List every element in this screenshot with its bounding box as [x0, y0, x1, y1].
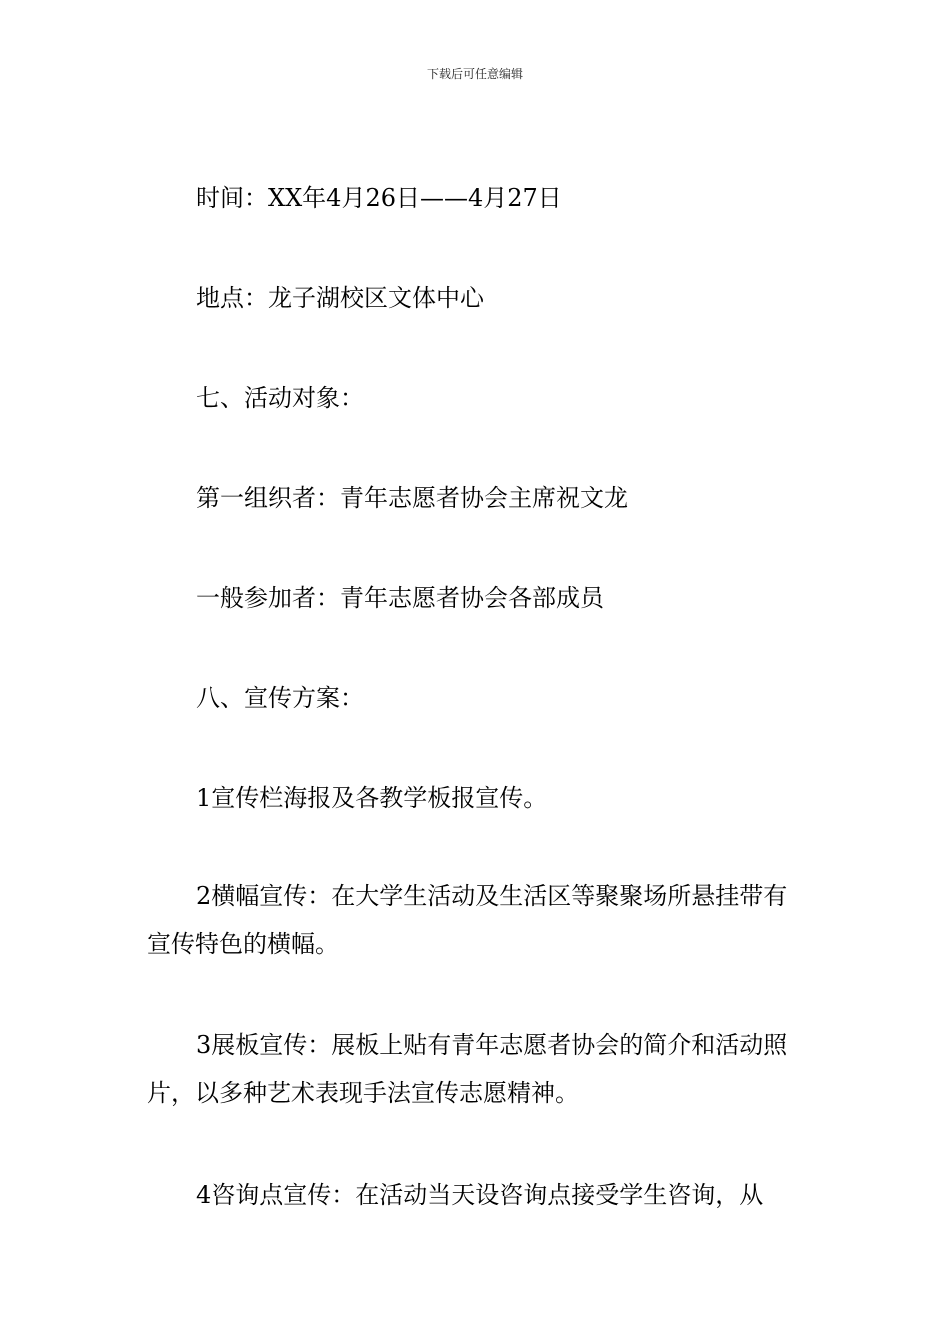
paragraph-publicity-item-3: 3展板宣传：展板上贴有青年志愿者协会的简介和活动照片，以多种艺术表现手法宣传志愿精神。: [147, 1031, 788, 1107]
paragraph-publicity-item-4: 4咨询点宣传：在活动当天设咨询点接受学生咨询，从: [196, 1181, 764, 1209]
paragraph-first-organizer: 第一组织者：青年志愿者协会主席祝文龙: [196, 484, 628, 512]
paragraph-time: 时间：XX年4月26日——4月27日: [196, 184, 562, 212]
paragraph-publicity-item-2: 2横幅宣传：在大学生活动及生活区等聚聚场所悬挂带有宣传特色的横幅。: [147, 882, 788, 958]
paragraph-location: 地点：龙子湖校区文体中心: [196, 284, 484, 312]
paragraph-publicity-item-1: 1宣传栏海报及各教学板报宣传。: [196, 784, 548, 812]
section-heading-activity-target: 七、活动对象：: [196, 384, 364, 412]
page-header-note: 下载后可任意编辑: [426, 67, 523, 81]
section-heading-publicity-plan: 八、宣传方案：: [196, 684, 364, 712]
paragraph-general-participants: 一般参加者：青年志愿者协会各部成员: [196, 584, 604, 612]
